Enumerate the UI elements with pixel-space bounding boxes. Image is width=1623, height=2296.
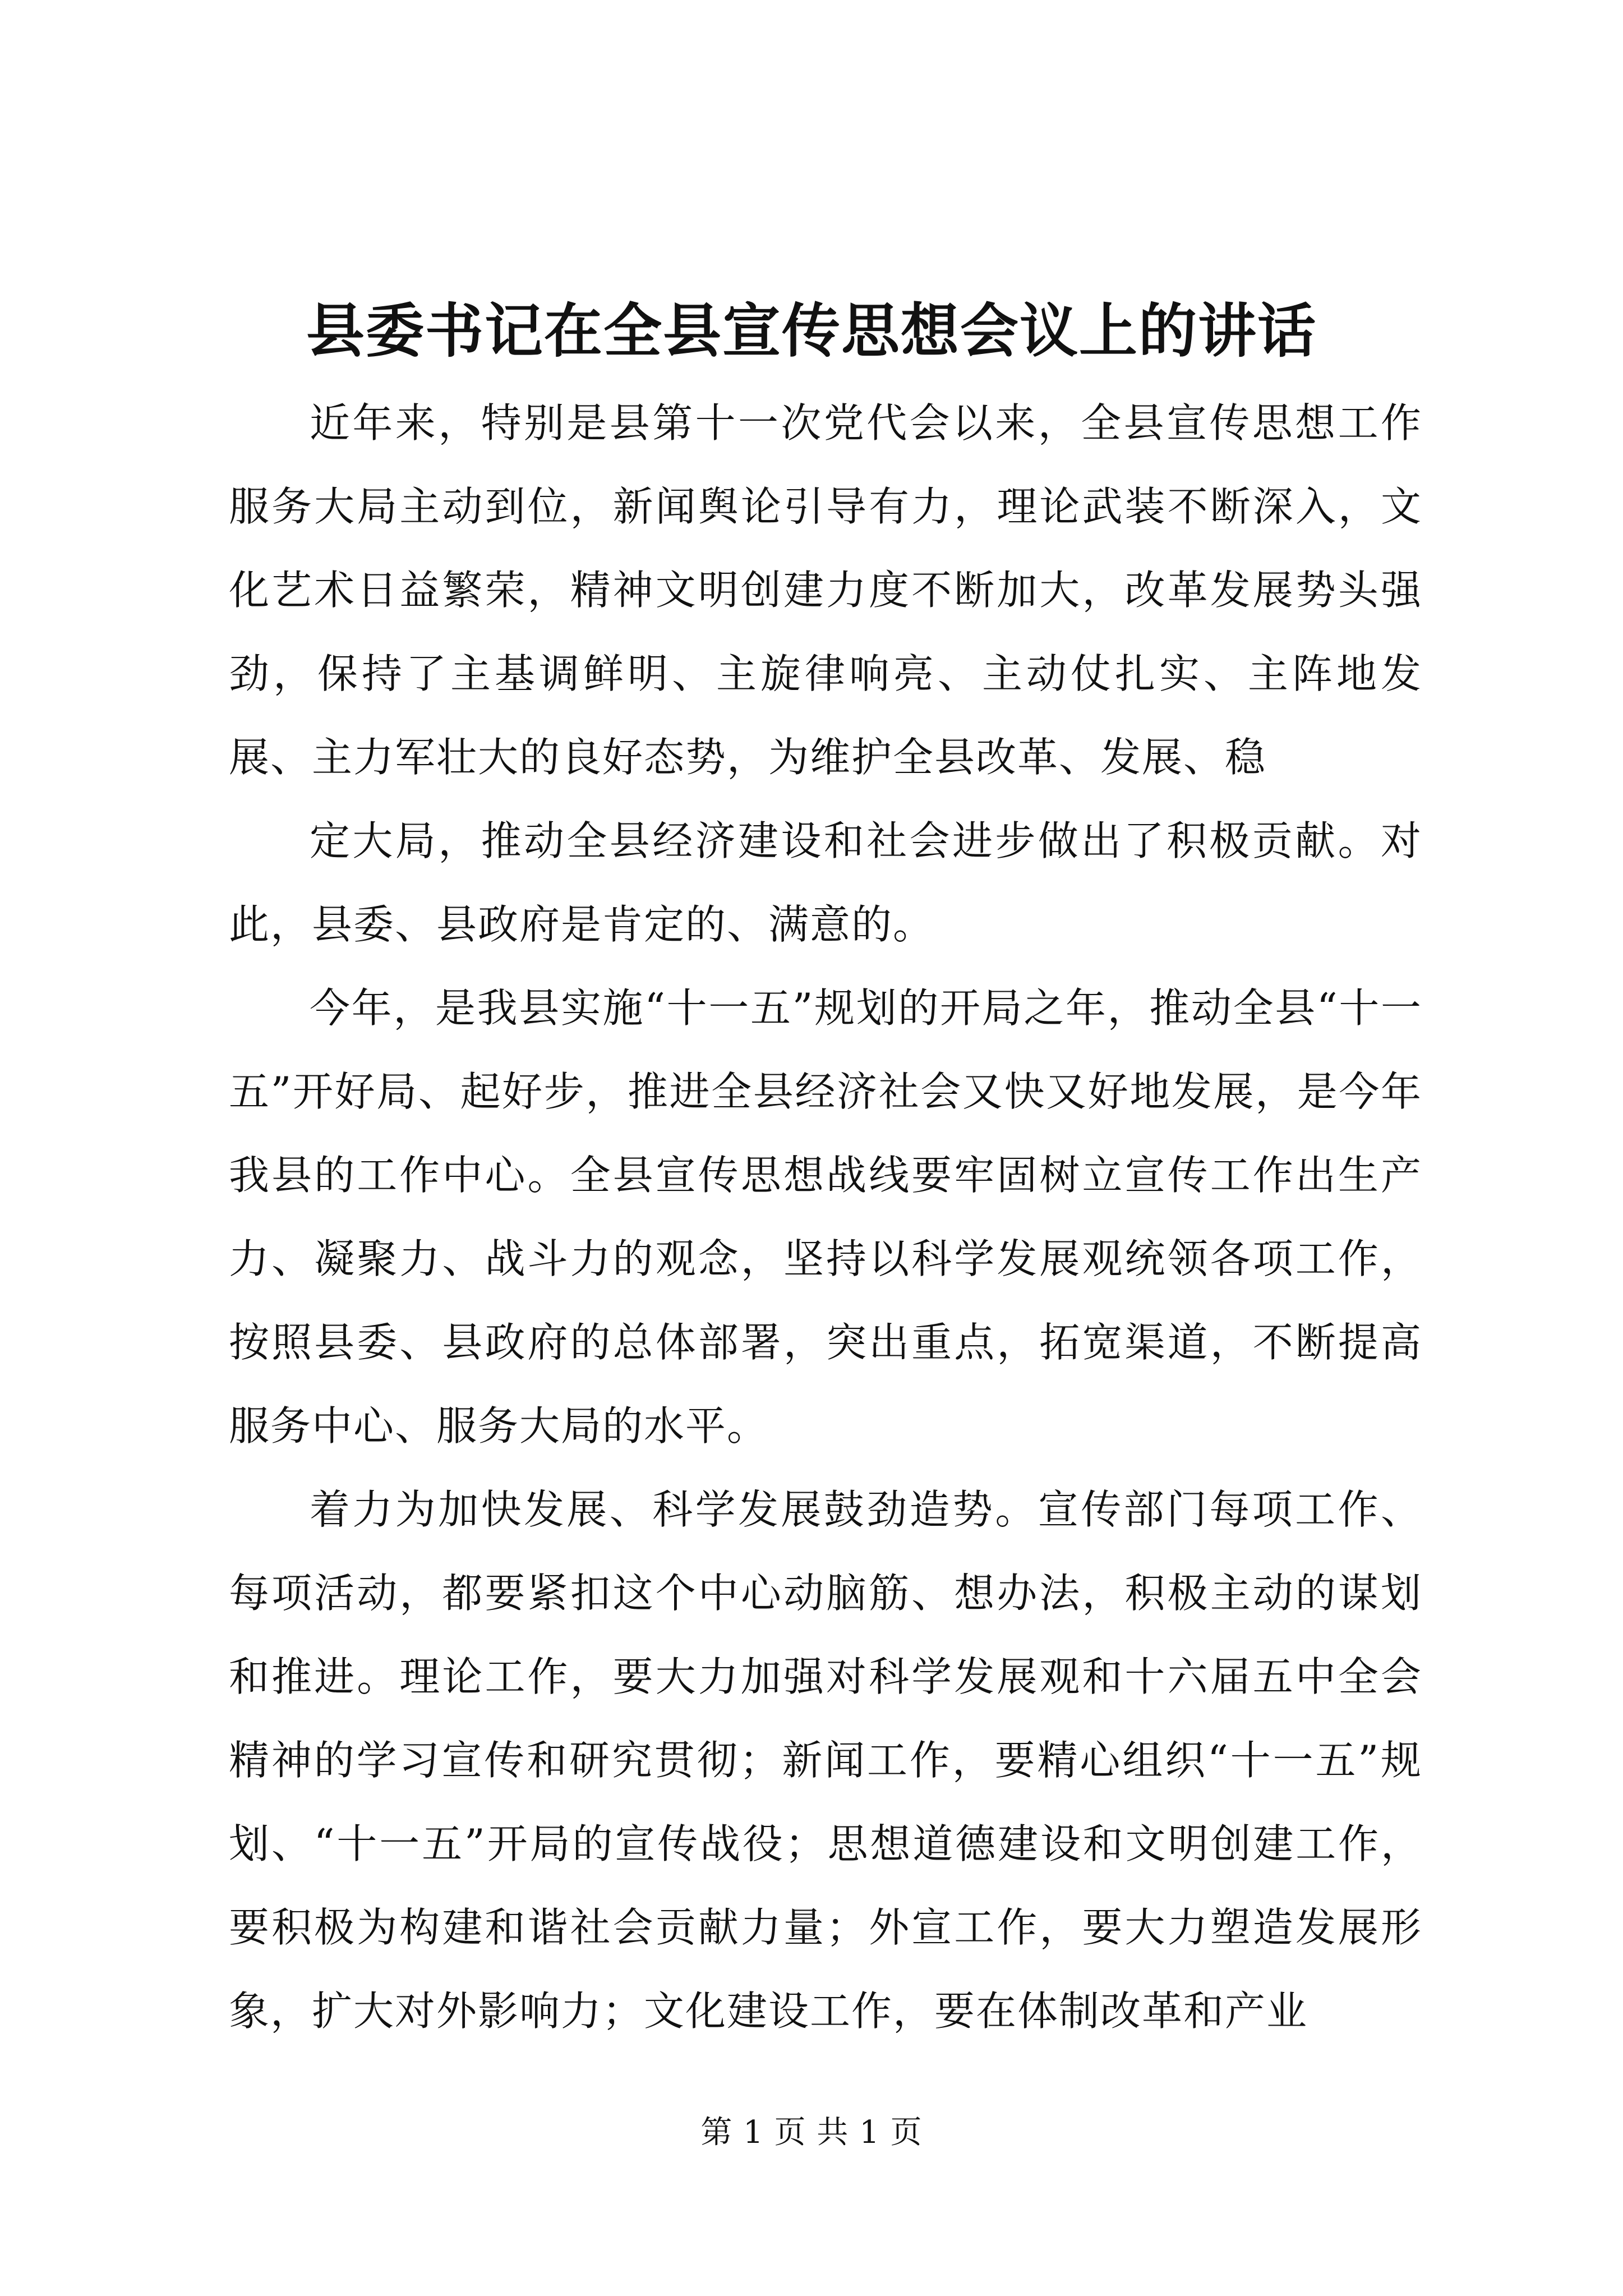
document-body <box>229 381 1422 2053</box>
paragraph-3: 今年，是我县实施“十一五”规划的开局之年，推动全县“十一五”开好局、起好步，推进全县经济社会又快又好地发展，是今年我县的工作中心。全县宣传思想战线要牢固树立宣传工作出生产力、凝聚力、战斗力的观念，坚持以科学发展观统领各项工作，按照县委、县政府的总体部署，突出重点，拓宽渠道，不断提高服务中心、服务大局的水平。 <box>229 984 1422 1450</box>
paragraph-1: 近年来，特别是县第十一次党代会以来，全县宣传思想工作服务大局主动到位，新闻舆论引导有力，理论武装不断深入，文化艺术日益繁荣，精神文明创建力度不断加大，改革发展势头强劲，保持了主基调鲜明、主旋律响亮、主动仗扎实、主阵地发展、主力军壮大的良好态势，为维护全县改革、发展、稳 <box>229 399 1422 781</box>
document-title: 县委书记在全县宣传思想会议上的讲话 <box>306 296 1317 365</box>
paragraph-4: 着力为加快发展、科学发展鼓劲造势。宣传部门每项工作、每项活动，都要紧扣这个中心动脑筋、想办法，积极主动的谋划和推进。理论工作，要大力加强对科学发展观和十六届五中全会精神的学习宣传和研究贯彻；新闻工作，要精心组织“十一五”规划、“十一五”开局的宣传战役；思想道德建设和文明创建工作，要积极为构建和谐社会贡献力量；外宣工作，要大力塑造发展形象，扩大对外影响力；文化建设工作，要在体制改革和产业 <box>229 1486 1422 2035</box>
page-footer: 第 1 页 共 1 页 <box>700 2114 923 2151</box>
paragraph-2: 定大局，推动全县经济建设和社会进步做出了积极贡献。对此，县委、县政府是肯定的、满意的。 <box>229 817 1422 948</box>
